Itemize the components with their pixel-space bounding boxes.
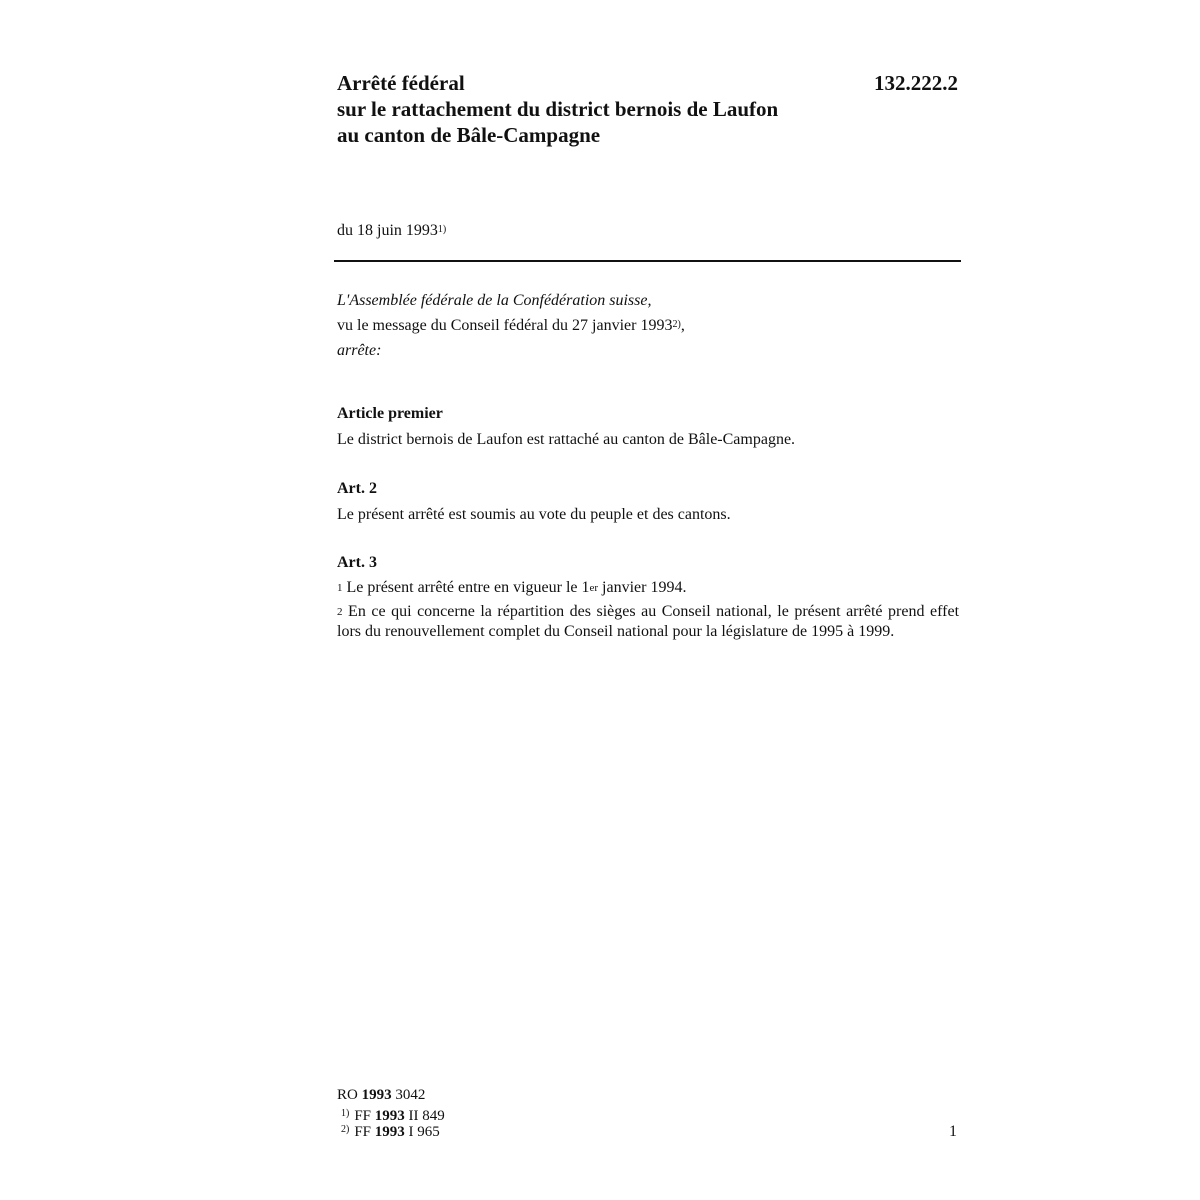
ro-year: 1993 [361, 1087, 392, 1103]
footnote-marker: 1) [341, 1108, 350, 1119]
title-line-2: sur le rattachement du district bernois de Laufon [337, 97, 779, 121]
footnote-prefix: FF [354, 1108, 372, 1124]
considering-suffix: , [680, 317, 685, 334]
document-title [337, 70, 897, 148]
article-text: Le district bernois de Laufon est rattaché au canton de Bâle-Campagne. [337, 431, 796, 448]
article-text: Le présent arrêté est soumis au vote du peuple et des cantons. [337, 506, 731, 523]
paragraph-2 [337, 602, 959, 642]
footnote-ref-text: II 849 [408, 1108, 445, 1124]
paragraph-number: 2 [337, 606, 343, 618]
title-line-3: au canton de Bâle-Campagne [337, 123, 601, 147]
paragraph-1 [337, 578, 959, 598]
article-heading: Art. 3 [337, 554, 377, 571]
article-3 [337, 552, 959, 646]
page-number: 1 [949, 1123, 957, 1140]
horizontal-rule [334, 260, 961, 262]
article-1 [337, 403, 959, 451]
article-heading: Article premier [337, 405, 443, 422]
paragraph-text-after: janvier 1994. [598, 579, 687, 596]
footnote-1 [337, 1108, 959, 1124]
article-heading: Art. 2 [337, 480, 377, 497]
preamble-authority: L'Assemblée fédérale de la Confédération suisse, [337, 292, 652, 309]
considering-text: vu le message du Conseil fédéral du 27 janvier 1993 [337, 317, 673, 334]
date-text: du 18 juin 1993 [337, 222, 438, 239]
preamble [337, 290, 959, 365]
ordinal-superscript: er [589, 582, 599, 594]
official-compilation-ref [337, 1086, 959, 1104]
preamble-considering [337, 315, 959, 337]
footnote-year: 1993 [374, 1124, 405, 1140]
footnote-year: 1993 [374, 1108, 405, 1124]
footnote-prefix: FF [354, 1124, 372, 1140]
paragraph-number: 1 [337, 582, 343, 594]
preamble-decree: arrête: [337, 342, 382, 359]
footnote-marker: 2) [341, 1124, 350, 1135]
footnote-ref-text: I 965 [408, 1124, 440, 1140]
paragraph-text-before: Le présent arrêté entre en vigueur le 1 [346, 579, 590, 596]
footnote-ref-2[interactable]: 2) [672, 319, 681, 330]
systematic-number: 132.222.2 [874, 71, 958, 95]
date-line [337, 220, 446, 242]
title-line-1: Arrêté fédéral [337, 71, 465, 95]
ro-page: 3042 [395, 1087, 426, 1103]
footer [337, 1086, 959, 1140]
footnote-ref-1[interactable]: 1) [437, 224, 447, 235]
paragraph-text: En ce qui concerne la répartition des sièges au Conseil national, le présent arrêté prend effet lors du renouvellement complet du Conseil national pour la législature de 1995 à 1999. [337, 603, 960, 640]
article-2 [337, 478, 959, 526]
ro-prefix: RO [337, 1087, 358, 1103]
footnote-2 [337, 1124, 959, 1140]
